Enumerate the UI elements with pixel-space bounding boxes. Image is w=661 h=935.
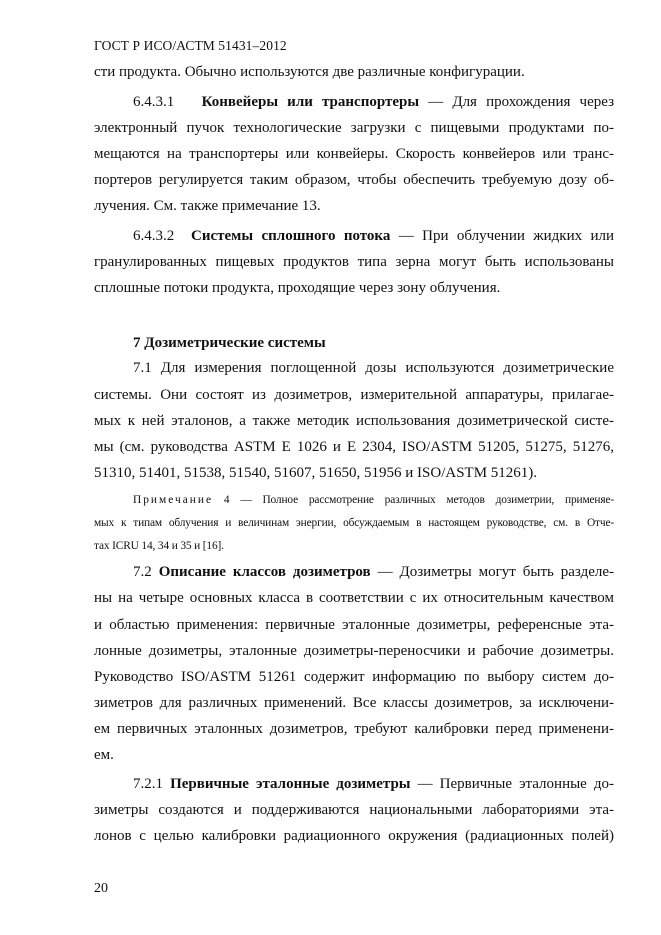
clause-text: — При облучении жидких или xyxy=(390,228,615,244)
clause-term: Первичные эталонные дозиметры xyxy=(170,776,411,792)
paragraph-6-4-3-1-heading xyxy=(133,92,614,112)
clause-text: — Для прохождения через xyxy=(419,94,615,110)
text-line: электронный пучок технологические загрузки с пищевыми продуктами по- xyxy=(94,120,614,136)
text-line: Руководство ISO/ASTM 51261 содержит информацию по выбору систем до- xyxy=(94,669,614,685)
text-line: и областью применения: первичные эталонные дозиметры, референсные эта- xyxy=(94,617,614,633)
text-line: гранулированных пищевых продуктов типа зерна могут быть использованы xyxy=(94,254,614,270)
text-line: мых к ней эталонов, а также методик использования дозиметрической систе- xyxy=(94,413,614,429)
clause-number: 7.2 xyxy=(133,564,152,580)
text-line: мещаются на транспортеры или конвейеры. Скорость конвейеров или транс- xyxy=(94,146,614,162)
note-line: тах ICRU 14, 34 и 35 и [16]. xyxy=(94,540,224,552)
clause-term: Системы сплошного потока xyxy=(191,228,391,244)
note-line: мых к типам облучения и величинам энергии, обсуждаемым в настоящем руководстве, см. в Отче- xyxy=(94,517,614,529)
text-line: ем. xyxy=(94,747,114,763)
paragraph-6-4-3-2-heading xyxy=(133,226,614,246)
text-line: 7.1 Для измерения поглощенной дозы используются дозиметрические xyxy=(133,360,614,376)
text-line: зиметров для различных применений. Все классы дозиметров, за исключени- xyxy=(94,695,614,711)
running-header: ГОСТ Р ИСО/АСТМ 51431–2012 xyxy=(94,38,287,53)
clause-text: — Первичные эталонные до- xyxy=(410,776,615,792)
paragraph-7-2-heading xyxy=(133,562,614,582)
text-line: сплошные потоки продукта, проходящие через зону облучения. xyxy=(94,280,501,296)
text-line: ем первичных эталонных дозиметров, требуют калибровки перед применени- xyxy=(94,721,614,737)
clause-number: 6.4.3.2 xyxy=(133,228,175,244)
text-line: лонные дозиметры, эталонные дозиметры-переносчики и рабочие дозиметры. xyxy=(94,643,614,659)
text-line: зиметры создаются и поддерживаются национальными лабораториями эта- xyxy=(94,802,614,818)
clause-number: 6.4.3.1 xyxy=(133,94,175,110)
note-line xyxy=(133,492,614,508)
text-line: 51310, 51401, 51538, 51540, 51607, 51650, 51956 и ISO/ASTM 51261). xyxy=(94,465,538,481)
section-heading: 7 Дозиметрические системы xyxy=(133,335,326,351)
clause-term: Описание классов дозиметров xyxy=(158,564,371,580)
text-line: ны на четыре основных класса в соответствии с их относительным качеством xyxy=(94,590,614,606)
text-line: мы (см. руководства ASTM E 1026 и E 2304, ISO/ASTM 51205, 51275, 51276, xyxy=(94,439,614,455)
text-line: системы. Они состоят из дозиметров, измерительной аппаратуры, прилагае- xyxy=(94,387,614,403)
page-number: 20 xyxy=(94,881,108,896)
note-label: Примечание xyxy=(133,494,214,506)
clause-text: — Дозиметры могут быть разделе- xyxy=(370,564,615,580)
text-line: портеров регулируется таким образом, чтобы обеспечить требуемую дозу об- xyxy=(94,172,614,188)
clause-number: 7.2.1 xyxy=(133,776,163,792)
clause-term: Конвейеры или транспортеры xyxy=(201,94,420,110)
text-line: сти продукта. Обычно используются две различные конфигурации. xyxy=(94,64,525,80)
text-line: лонов с целью калибровки радиационного окружения (радиационных полей) xyxy=(94,828,614,844)
paragraph-7-2-1-heading xyxy=(133,774,614,794)
note-text: 4 — Полное рассмотрение различных методов дозиметрии, применяе- xyxy=(213,494,614,506)
text-line: лучения. См. также примечание 13. xyxy=(94,198,321,214)
